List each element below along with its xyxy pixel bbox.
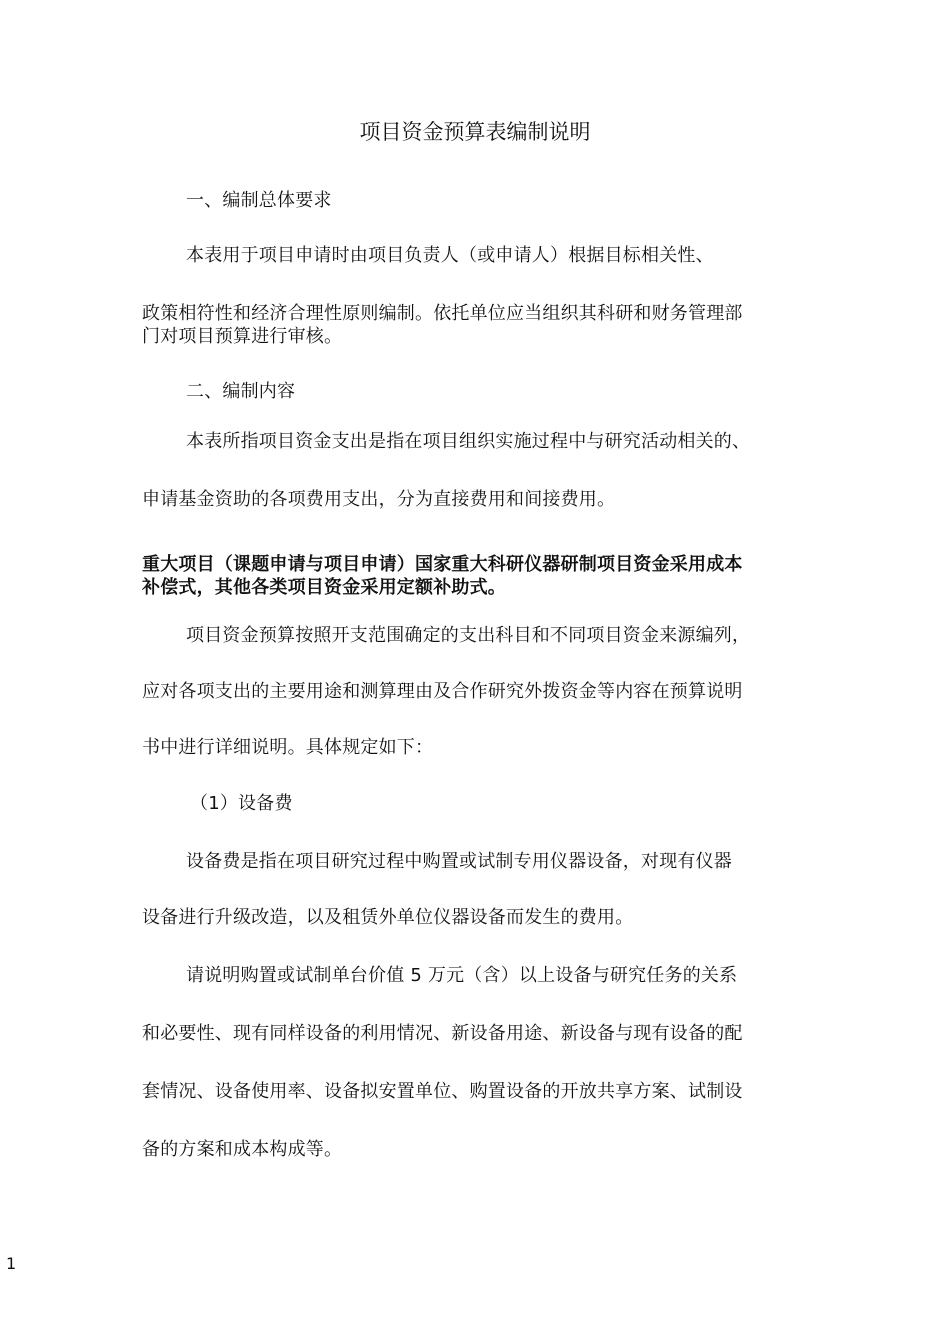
paragraph-line: 本表所指项目资金支出是指在项目组织实施过程中与研究活动相关的、 <box>186 431 751 452</box>
paragraph-line: 请说明购置或试制单台价值 5 万元（含）以上设备与研究任务的关系 <box>186 965 738 986</box>
paragraph-line: 书中进行详细说明。具体规定如下： <box>142 737 434 758</box>
paragraph-line: 备的方案和成本构成等。 <box>142 1139 343 1160</box>
paragraph-line: 和必要性、现有同样设备的利用情况、新设备用途、新设备与现有设备的配 <box>142 1023 743 1044</box>
bold-paragraph-line: 补偿式，其他各类项目资金采用定额补助式。 <box>142 577 506 598</box>
paragraph-line: 门对项目预算进行审核。 <box>142 326 343 347</box>
section-heading-2: 二、编制内容 <box>186 381 296 402</box>
paragraph-line: 项目资金预算按照开支范围确定的支出科目和不同项目资金来源编列， <box>186 625 751 646</box>
paragraph-line: 设备进行升级改造，以及租赁外单位仪器设备而发生的费用。 <box>142 907 634 928</box>
page-number: 1 <box>6 1254 17 1273</box>
paragraph-line: 应对各项支出的主要用途和测算理由及合作研究外拨资金等内容在预算说明 <box>142 681 743 702</box>
paragraph-line: 政策相符性和经济合理性原则编制。依托单位应当组织其科研和财务管理部 <box>142 303 743 324</box>
document-title: 项目资金预算表编制说明 <box>359 120 591 144</box>
paragraph-line: 本表用于项目申请时由项目负责人（或申请人）根据目标相关性、 <box>186 245 714 266</box>
subheading-equipment-fee: （1）设备费 <box>190 793 293 814</box>
paragraph-line: 设备费是指在项目研究过程中购置或试制专用仪器设备，对现有仪器 <box>186 851 732 872</box>
section-heading-1: 一、编制总体要求 <box>186 190 332 211</box>
bold-paragraph-line: 重大项目（课题申请与项目申请）国家重大科研仪器研制项目资金采用成本 <box>142 554 743 575</box>
paragraph-line: 套情况、设备使用率、设备拟安置单位、购置设备的开放共享方案、试制设 <box>142 1081 743 1102</box>
paragraph-line: 申请基金资助的各项费用支出，分为直接费用和间接费用。 <box>142 489 616 510</box>
